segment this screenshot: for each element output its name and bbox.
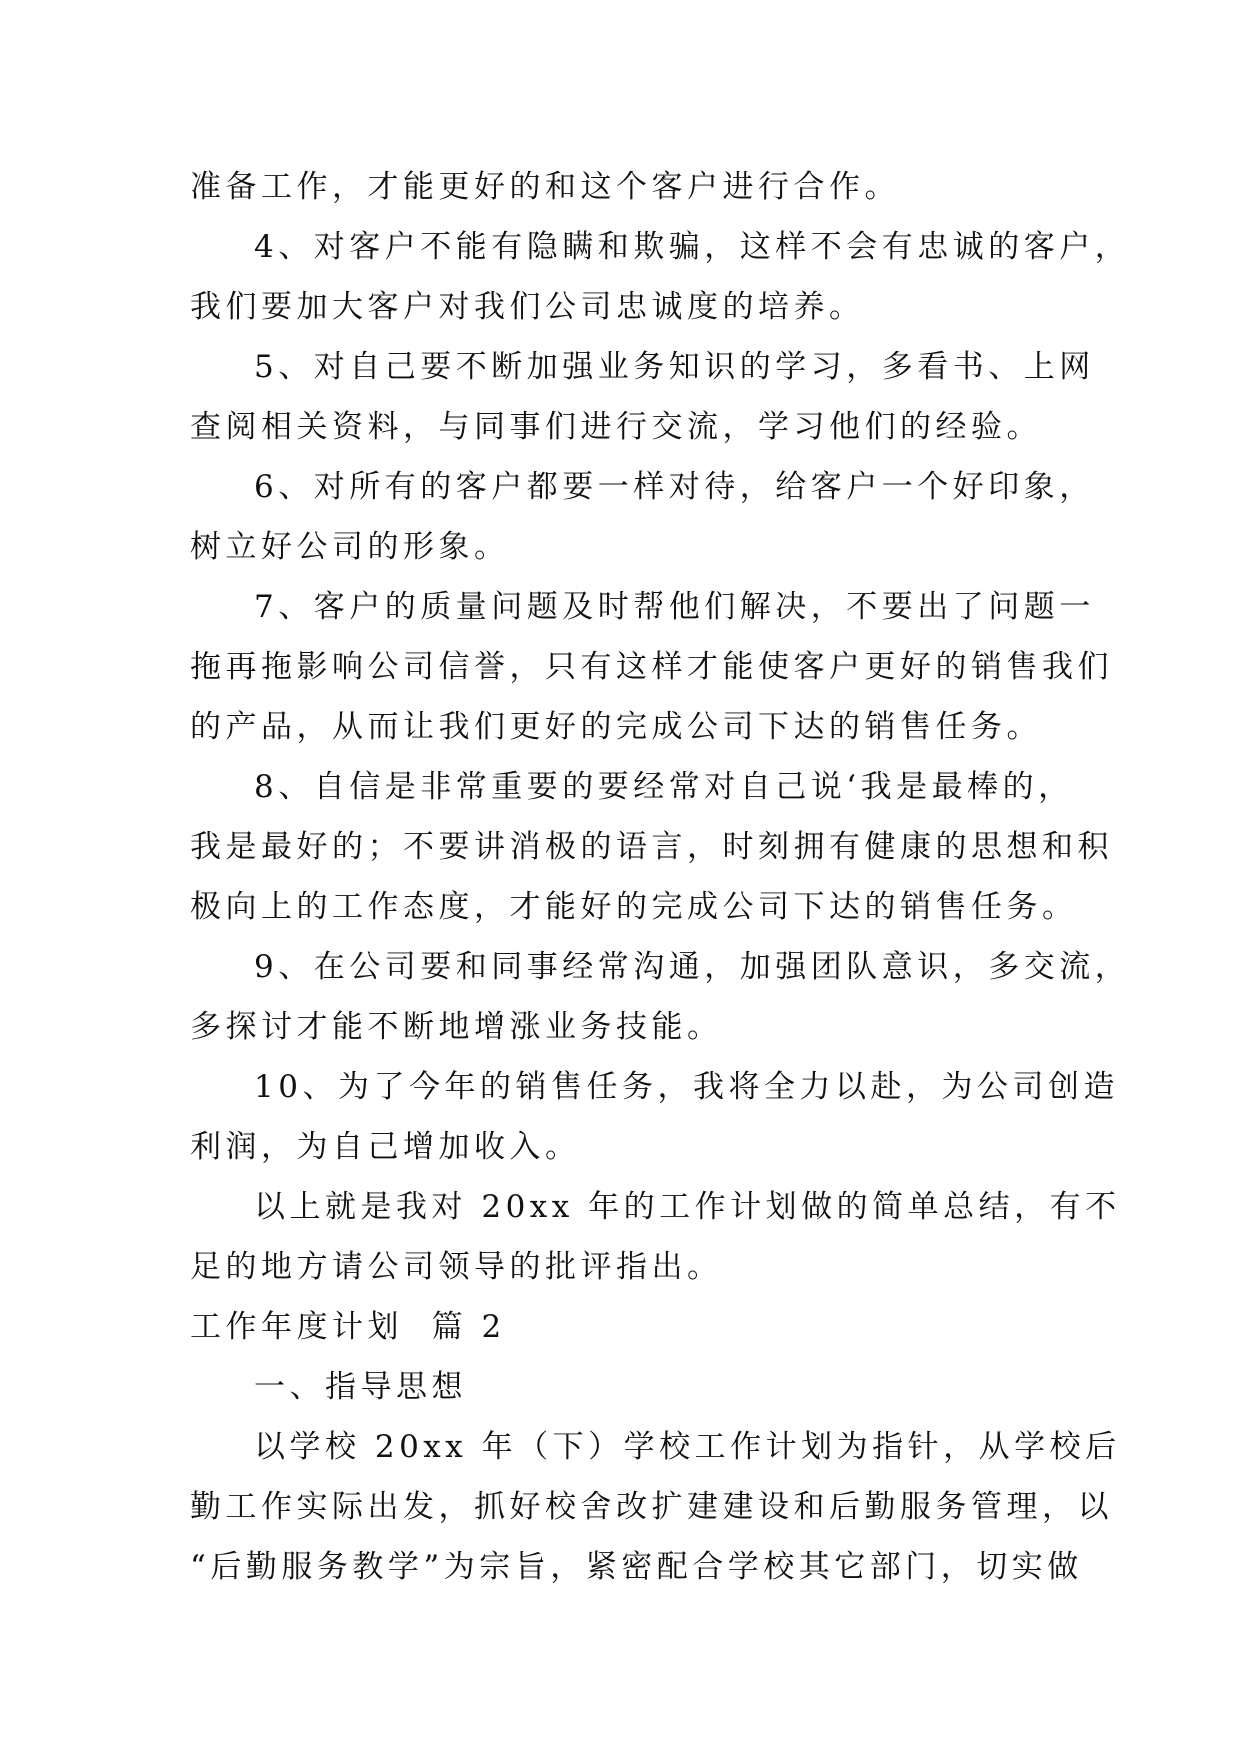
text-line: 查阅相关资料，与同事们进行交流，学习他们的经验。 bbox=[190, 409, 1042, 445]
text-line: 6、对所有的客户都要一样对待，给客户一个好印象， bbox=[254, 469, 1095, 505]
document-body bbox=[190, 157, 1131, 1597]
text-line: 我是最好的；不要讲消极的语言，时刻拥有健康的思想和积 bbox=[190, 829, 1113, 865]
text-line: 利润，为自己增加收入。 bbox=[190, 1129, 581, 1165]
text-line: 8、自信是非常重要的要经常对自己说‘我是最棒的， bbox=[254, 769, 1074, 805]
text-line: 树立好公司的形象。 bbox=[190, 529, 510, 565]
text-line: 勤工作实际出发，抓好校舍改扩建建设和后勤服务管理，以 bbox=[190, 1489, 1113, 1525]
text-line: 5、对自己要不断加强业务知识的学习，多看书、上网 bbox=[254, 349, 1095, 385]
text-line: 4、对客户不能有隐瞒和欺骗，这样不会有忠诚的客户， bbox=[254, 229, 1131, 265]
text-line: 9、在公司要和同事经常沟通，加强团队意识，多交流， bbox=[254, 949, 1131, 985]
text-line: “后勤服务教学”为宗旨，紧密配合学校其它部门，切实做 bbox=[190, 1549, 1083, 1585]
text-line: 的产品，从而让我们更好的完成公司下达的销售任务。 bbox=[190, 709, 1042, 745]
text-line: 我们要加大客户对我们公司忠诚度的培养。 bbox=[190, 289, 865, 325]
text-line: 以学校 20xx 年（下）学校工作计划为指针，从学校后 bbox=[254, 1429, 1121, 1465]
section-heading: 工作年度计划 篇 2 bbox=[190, 1309, 506, 1345]
text-line: 拖再拖影响公司信誉，只有这样才能使客户更好的销售我们 bbox=[190, 649, 1113, 685]
text-line: 多探讨才能不断地增涨业务技能。 bbox=[190, 1009, 723, 1045]
text-line: 准备工作，才能更好的和这个客户进行合作。 bbox=[190, 169, 900, 205]
text-line: 极向上的工作态度，才能好的完成公司下达的销售任务。 bbox=[190, 889, 1078, 925]
text-line: 以上就是我对 20xx 年的工作计划做的简单总结，有不 bbox=[254, 1189, 1121, 1225]
subsection-heading: 一、指导思想 bbox=[254, 1369, 467, 1405]
text-line: 足的地方请公司领导的批评指出。 bbox=[190, 1249, 723, 1285]
text-line: 7、客户的质量问题及时帮他们解决，不要出了问题一 bbox=[254, 589, 1095, 625]
text-line: 10、为了今年的销售任务，我将全力以赴，为公司创造 bbox=[254, 1069, 1119, 1105]
